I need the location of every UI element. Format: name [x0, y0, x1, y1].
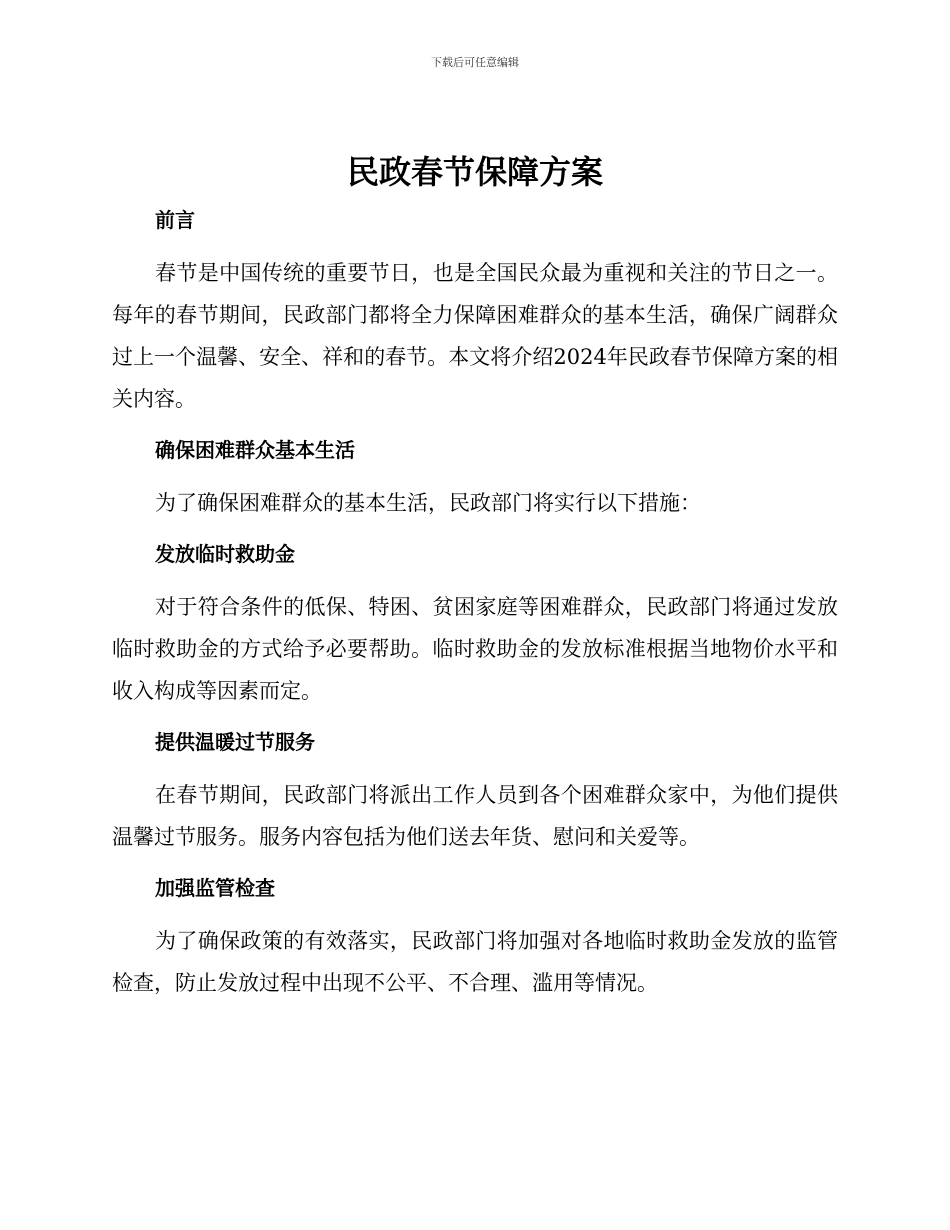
section-paragraph-basic-life: 为了确保困难群众的基本生活，民政部门将实行以下措施：	[155, 491, 701, 515]
section-paragraph-relief-fund: 对于符合条件的低保、特困、贫困家庭等困难群众，民政部门将通过发放临时救助金的方式给予必要帮助。临时救助金的发放标准根据当地物价水平和收入构成等因素而定。	[112, 595, 838, 703]
header-note: 下载后可任意编辑	[431, 56, 519, 69]
document-body	[112, 200, 838, 1004]
section-heading-supervision: 加强监管检查	[155, 876, 275, 900]
section-paragraph-preface: 春节是中国传统的重要节日，也是全国民众最为重视和关注的节日之一。每年的春节期间，民政部门都将全力保障困难群众的基本生活，确保广阔群众过上一个温馨、安全、祥和的春节。本文将介绍2024年民政春节保障方案的相关内容。	[112, 261, 838, 411]
section-heading-preface: 前言	[155, 208, 195, 232]
section-paragraph-holiday-service: 在春节期间，民政部门将派出工作人员到各个困难群众家中，为他们提供温馨过节服务。服务内容包括为他们送去年货、慰问和关爱等。	[112, 783, 838, 849]
section-heading-holiday-service: 提供温暖过节服务	[155, 730, 315, 754]
section-heading-basic-life: 确保困难群众基本生活	[155, 438, 355, 462]
section-heading-relief-fund: 发放临时救助金	[155, 542, 295, 566]
section-paragraph-supervision: 为了确保政策的有效落实，民政部门将加强对各地临时救助金发放的监管检查，防止发放过程中出现不公平、不合理、滥用等情况。	[112, 929, 838, 995]
document-title: 民政春节保障方案	[346, 153, 603, 191]
